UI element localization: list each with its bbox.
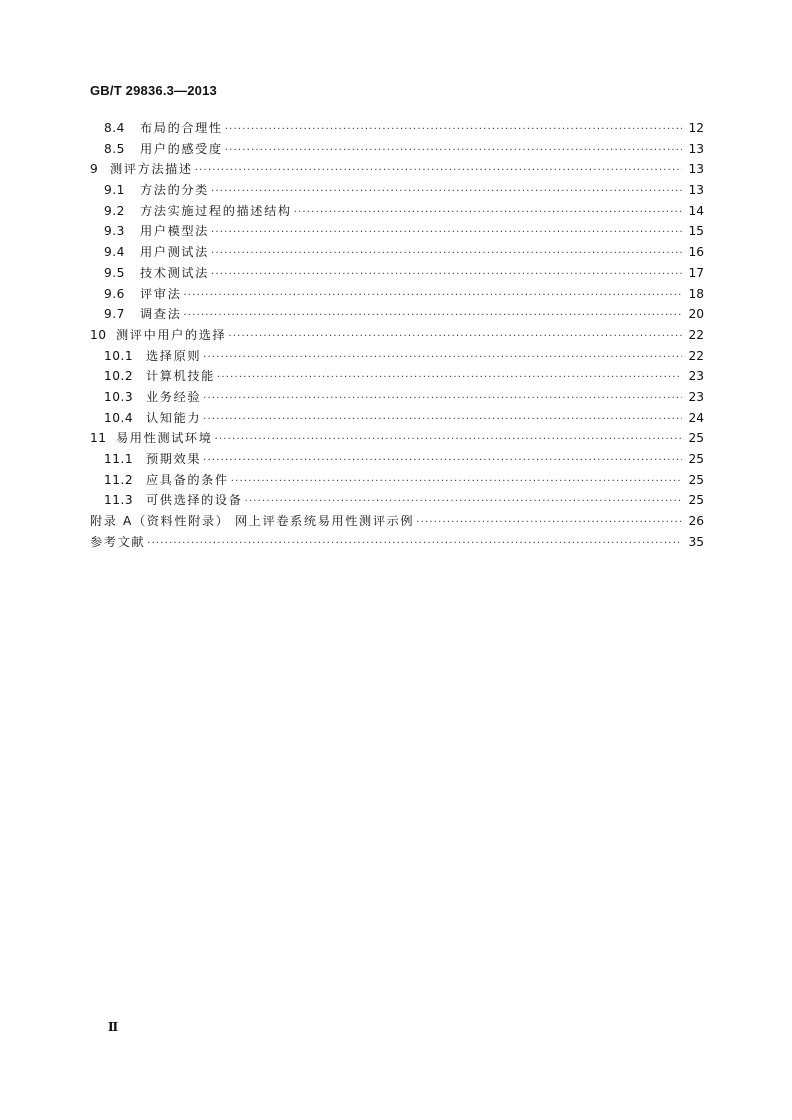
toc-entry-number: 8.4 xyxy=(104,121,125,135)
toc-leader-dots xyxy=(416,513,682,534)
toc-entry-title: 附录 A（资料性附录） 网上评卷系统易用性测评示例 xyxy=(90,514,415,529)
toc-entry[interactable] xyxy=(90,449,704,470)
toc-entry-page: 26 xyxy=(688,514,704,529)
toc-entry-title: 易用性测试环境 xyxy=(116,431,213,446)
toc-entry-page: 14 xyxy=(688,203,704,218)
toc-entry-page: 22 xyxy=(688,348,704,363)
toc-entry-page: 35 xyxy=(688,534,704,549)
toc-leader-dots xyxy=(203,348,682,369)
toc-entry-number: 11 xyxy=(90,431,107,446)
toc-leader-dots xyxy=(183,286,682,307)
toc-entry[interactable] xyxy=(90,428,704,449)
toc-entry-title: 技术测试法 xyxy=(140,265,209,280)
toc-leader-dots xyxy=(225,120,682,141)
toc-entry-number: 10 xyxy=(90,327,107,342)
toc-entry-title: 方法实施过程的描述结构 xyxy=(140,203,292,218)
toc-leader-dots xyxy=(245,492,682,513)
toc-entry-page: 13 xyxy=(688,141,704,156)
toc-entry-page: 25 xyxy=(688,493,704,508)
toc-entry-number: 10.3 xyxy=(104,389,134,404)
toc-entry-page: 25 xyxy=(688,452,704,466)
toc-entry-number: 9.5 xyxy=(104,265,125,280)
toc-entry-number: 9.7 xyxy=(104,307,125,322)
toc-leader-dots xyxy=(203,389,682,410)
toc-entry[interactable] xyxy=(90,490,704,511)
toc-entry-number: 9.3 xyxy=(104,224,125,239)
toc-leader-dots xyxy=(203,410,682,431)
toc-leader-dots xyxy=(203,451,682,472)
toc-entry-number: 9.1 xyxy=(104,183,125,198)
toc-entry[interactable] xyxy=(90,201,704,222)
toc-entry[interactable] xyxy=(90,304,704,325)
toc-entry-title: 预期效果 xyxy=(146,452,202,466)
toc-entry-title: 参考文献 xyxy=(90,534,146,549)
toc-entry[interactable] xyxy=(90,325,704,346)
toc-entry-number: 9.4 xyxy=(104,245,125,260)
toc-entry[interactable] xyxy=(90,242,704,263)
toc-entry-page: 24 xyxy=(688,410,704,425)
toc-entry-page: 25 xyxy=(688,431,704,446)
toc-entry[interactable] xyxy=(90,346,704,367)
toc-leader-dots xyxy=(211,223,682,244)
toc-entry[interactable] xyxy=(90,408,704,429)
toc-entry-number: 8.5 xyxy=(104,141,125,156)
toc-entry-page: 15 xyxy=(688,224,704,239)
toc-entry-page: 12 xyxy=(688,121,704,135)
standard-header: GB/T 29836.3—2013 xyxy=(90,83,217,98)
toc-entry-number: 11.1 xyxy=(104,452,134,466)
toc-entry[interactable] xyxy=(90,221,704,242)
toc-entry-title: 可供选择的设备 xyxy=(146,493,243,508)
toc-leader-dots xyxy=(228,327,682,348)
toc-leader-dots xyxy=(294,203,682,224)
toc-entry-page: 23 xyxy=(688,369,704,384)
page-number: Ⅱ xyxy=(108,1020,119,1034)
toc-entry-title: 选择原则 xyxy=(146,348,202,363)
toc-entry-title: 测评中用户的选择 xyxy=(116,327,227,342)
toc-entry-title: 用户测试法 xyxy=(140,245,209,260)
toc-entry-number: 10.4 xyxy=(104,410,134,425)
toc-entry[interactable] xyxy=(90,139,704,160)
toc-entry-page: 25 xyxy=(688,472,704,487)
toc-entry-title: 业务经验 xyxy=(146,389,202,404)
toc-entry-page: 16 xyxy=(688,245,704,260)
toc-entry-page: 17 xyxy=(688,265,704,280)
toc-leader-dots xyxy=(225,141,682,162)
toc-leader-dots xyxy=(211,244,682,265)
toc-entry[interactable] xyxy=(90,159,704,180)
toc-entry-page: 20 xyxy=(688,307,704,322)
toc-leader-dots xyxy=(231,472,682,493)
toc-entry-title: 评审法 xyxy=(140,286,182,301)
toc-leader-dots xyxy=(195,161,682,182)
toc-entry-number: 9.2 xyxy=(104,203,125,218)
toc-entry[interactable] xyxy=(90,180,704,201)
toc-entry[interactable] xyxy=(90,118,704,139)
toc-entry-page: 13 xyxy=(688,162,704,177)
toc-entry-title: 方法的分类 xyxy=(140,183,209,198)
toc-entry-title: 调查法 xyxy=(140,307,182,322)
toc-entry-number: 9.6 xyxy=(104,286,125,301)
toc-entry[interactable] xyxy=(90,284,704,305)
toc-entry-page: 13 xyxy=(688,183,704,198)
toc-entry-title: 认知能力 xyxy=(146,410,202,425)
toc-entry[interactable] xyxy=(90,366,704,387)
toc-entry[interactable] xyxy=(90,470,704,491)
toc-leader-dots xyxy=(211,182,682,203)
toc-leader-dots xyxy=(183,306,682,327)
toc-entry-title: 布局的合理性 xyxy=(140,121,223,135)
toc-entry[interactable] xyxy=(90,532,704,553)
toc-entry-page: 18 xyxy=(688,286,704,301)
toc-entry-number: 11.2 xyxy=(104,472,134,487)
table-of-contents xyxy=(90,118,704,552)
toc-entry-title: 用户模型法 xyxy=(140,224,209,239)
toc-entry-page: 23 xyxy=(688,389,704,404)
toc-leader-dots xyxy=(147,534,682,555)
toc-entry-number: 10.2 xyxy=(104,369,134,384)
toc-entry[interactable] xyxy=(90,263,704,284)
toc-entry-number: 11.3 xyxy=(104,493,134,508)
toc-entry-title: 测评方法描述 xyxy=(110,162,193,177)
toc-entry-page: 22 xyxy=(688,327,704,342)
toc-entry-title: 用户的感受度 xyxy=(140,141,223,156)
toc-entry[interactable] xyxy=(90,511,704,532)
toc-leader-dots xyxy=(211,265,682,286)
toc-entry-number: 9 xyxy=(90,162,99,177)
toc-leader-dots xyxy=(215,430,682,451)
toc-entry-number: 10.1 xyxy=(104,348,134,363)
toc-leader-dots xyxy=(217,368,682,389)
toc-entry-title: 应具备的条件 xyxy=(146,472,229,487)
toc-entry[interactable] xyxy=(90,387,704,408)
toc-entry-title: 计算机技能 xyxy=(146,369,215,384)
